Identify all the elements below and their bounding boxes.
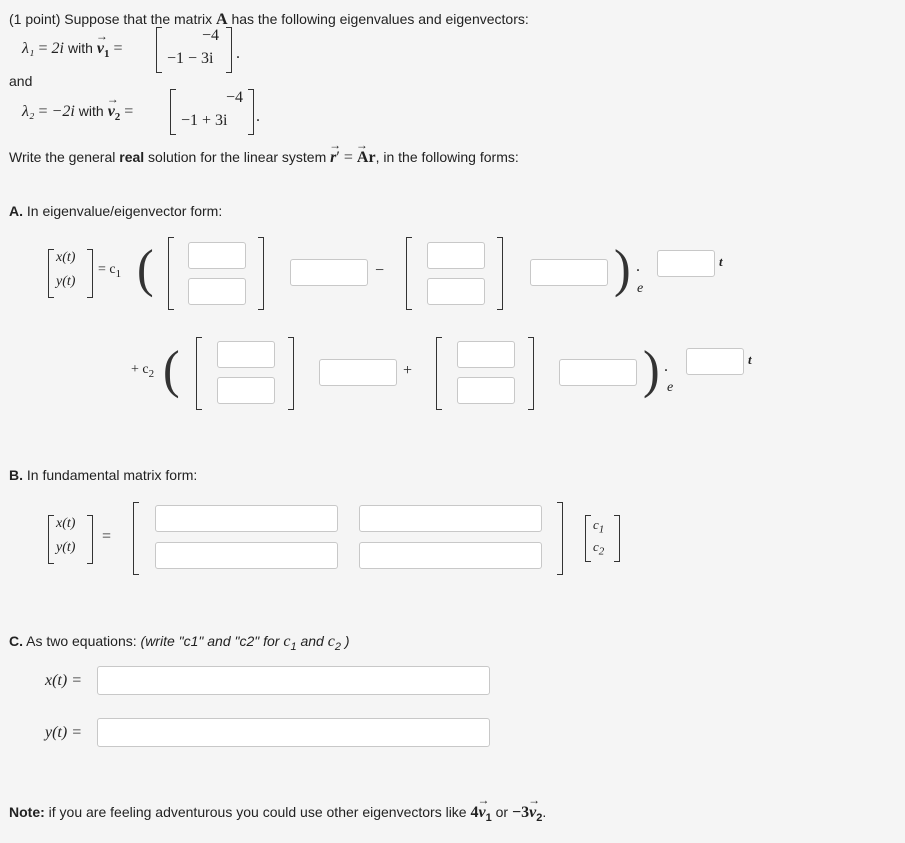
lambda2-value: −2i <box>51 103 75 120</box>
part-c-title: As two equations: <box>23 633 141 649</box>
x-eq-label: x(t) = <box>45 672 82 689</box>
v2-symbol: → v <box>108 103 115 121</box>
v2-top: −4 <box>226 89 244 106</box>
equals-sign: = <box>113 40 123 57</box>
xy-right-bracket <box>87 249 93 298</box>
lambda2-symbol: λ₂ <box>22 103 35 120</box>
a1-vec2-right-bracket <box>497 237 503 310</box>
plus-c2-text: + c <box>131 362 149 377</box>
note-coef-1: 4 <box>470 804 479 821</box>
equals-sign: = <box>102 528 112 545</box>
a2-right-bracket <box>288 337 294 410</box>
close-paren: ) <box>643 339 660 399</box>
or-text: or <box>491 804 512 820</box>
a2-vec2-left-bracket <box>436 337 442 410</box>
a1-vec2-bottom-input[interactable] <box>427 278 485 305</box>
a2-vec2-top-input[interactable] <box>457 341 515 368</box>
dot: . <box>664 358 668 375</box>
v1-symbol: → v <box>97 40 104 58</box>
close-paren: ) <box>614 238 631 298</box>
a2-vec2-right-bracket <box>528 337 534 410</box>
yt-label: y(t) <box>56 540 76 555</box>
c2-subscript: 2 <box>334 640 341 653</box>
v1-right-bracket <box>226 27 232 73</box>
fund-right-bracket <box>557 502 563 575</box>
a2-vec1-bottom-input[interactable] <box>217 377 275 404</box>
part-b-label <box>9 467 197 483</box>
fund-m11-input[interactable] <box>155 505 338 532</box>
real-word: real <box>119 149 145 165</box>
note-text <box>9 804 546 824</box>
a1-func1-input[interactable] <box>290 259 368 286</box>
and-text: and <box>9 73 33 89</box>
v2-bottom: −1 + 3i <box>181 112 228 129</box>
lambda2-line <box>22 103 133 123</box>
instruction-part: solution for the linear system <box>144 149 331 165</box>
instruction-part: , in the following forms: <box>375 149 519 165</box>
v1-left-bracket <box>156 27 162 73</box>
c2-subscript: 2 <box>148 367 155 380</box>
xy-left-bracket <box>48 249 54 298</box>
open-paren: ( <box>163 339 180 399</box>
equals-sign: = <box>124 103 134 120</box>
fund-m12-input[interactable] <box>359 505 542 532</box>
minus-sign: − <box>375 262 385 279</box>
note-period: . <box>542 804 547 820</box>
prime-symbol: ′ <box>336 149 340 166</box>
v1-period: . <box>236 45 240 62</box>
intro-part: has the following eigenvalues and eigenvectors: <box>227 11 529 27</box>
lambda1-symbol: λ₁ <box>22 40 35 57</box>
part-b-letter: B. <box>9 467 23 483</box>
c1-subscript: 1 <box>115 267 122 280</box>
x-equation-input[interactable] <box>97 666 490 695</box>
c1-subscript: 1 <box>290 640 297 653</box>
a1-vec1-bottom-input[interactable] <box>188 278 246 305</box>
part-c-letter: C. <box>9 633 23 649</box>
note-v2-sub: 2 <box>536 811 543 824</box>
yt-label: y(t) <box>56 274 76 289</box>
c-left-bracket <box>585 515 591 562</box>
note-coef-2: −3 <box>511 804 530 821</box>
v2-right-bracket <box>248 89 254 135</box>
r-symbol: → r <box>330 149 336 167</box>
and-text: and <box>296 633 328 649</box>
note-v1-sub: 1 <box>485 811 492 824</box>
a2-vec2-bottom-input[interactable] <box>457 377 515 404</box>
part-b-title: In fundamental matrix form: <box>23 467 198 483</box>
note-body: if you are feeling adventurous you could use other eigenvectors like <box>44 804 471 820</box>
equals-sign: = <box>339 149 357 166</box>
a1-vec2-top-input[interactable] <box>427 242 485 269</box>
c2-subscript: 2 <box>598 545 605 558</box>
open-paren: ( <box>137 238 154 298</box>
a1-vec1-top-input[interactable] <box>188 242 246 269</box>
part-a-letter: A. <box>9 203 23 219</box>
intro-part: (1 point) Suppose that the matrix <box>9 11 216 27</box>
plus-sign: + <box>403 362 413 379</box>
close-paren-text: ) <box>340 633 350 649</box>
b-xy-left-bracket <box>48 515 54 564</box>
y-equation-input[interactable] <box>97 718 490 747</box>
intro-text <box>9 11 529 29</box>
exp-base-e: e <box>637 281 644 296</box>
v1-subscript: 1 <box>104 48 110 61</box>
a1-vec2-left-bracket <box>406 237 412 310</box>
y-eq-label: y(t) = <box>45 724 82 741</box>
a2-exponent-input[interactable] <box>686 348 744 375</box>
equals-c1-text: = c <box>98 262 116 277</box>
lambda1-value: 2i <box>51 40 64 57</box>
v2-period: . <box>256 108 260 125</box>
note-v1: → v <box>478 804 485 822</box>
c1-label <box>593 517 604 536</box>
exp-var-t: t <box>719 254 723 269</box>
c1-subscript: 1 <box>598 523 605 536</box>
a2-func1-input[interactable] <box>319 359 397 386</box>
instruction-part: Write the general <box>9 149 120 165</box>
part-a-label <box>9 203 222 219</box>
c2-letter: c <box>593 539 599 554</box>
c2-label <box>593 539 604 558</box>
a2-func2-input[interactable] <box>559 359 637 386</box>
equals-sign: = <box>38 103 48 120</box>
part-a-title: In eigenvalue/eigenvector form: <box>23 203 223 219</box>
with-text: with <box>78 103 104 119</box>
exp-var-t: t <box>748 352 752 367</box>
c-right-bracket <box>614 515 620 562</box>
a1-left-bracket <box>168 237 174 310</box>
equals-c1 <box>98 262 121 280</box>
part-c-hint <box>140 633 350 653</box>
instruction-text <box>9 149 519 167</box>
v2-subscript: 2 <box>114 111 121 124</box>
part-c-label <box>9 633 350 653</box>
exp-base-e: e <box>667 380 674 395</box>
ar-symbol: → Ar <box>357 149 376 167</box>
c1-letter: c <box>283 633 291 650</box>
v2-left-bracket <box>170 89 176 135</box>
v1-top: −4 <box>202 27 220 44</box>
a2-vec1-top-input[interactable] <box>217 341 275 368</box>
a1-exponent-input[interactable] <box>657 250 715 277</box>
note-v2: → v <box>529 804 536 822</box>
fund-m22-input[interactable] <box>359 542 542 569</box>
xt-label: x(t) <box>56 250 76 265</box>
equals-sign: = <box>38 40 48 57</box>
with-text: with <box>67 40 93 56</box>
a2-left-bracket <box>196 337 202 410</box>
b-xy-right-bracket <box>87 515 93 564</box>
note-label: Note: <box>9 804 45 820</box>
fund-m21-input[interactable] <box>155 542 338 569</box>
dot: . <box>636 258 640 275</box>
c2-letter: c <box>327 633 335 650</box>
c1-letter: c <box>593 517 599 532</box>
hint-text: (write "c1" and "c2" for <box>140 633 284 649</box>
a1-func2-input[interactable] <box>530 259 608 286</box>
v1-bottom: −1 − 3i <box>167 50 214 67</box>
lambda1-line <box>22 40 123 60</box>
a1-right-bracket <box>258 237 264 310</box>
xt-label: x(t) <box>56 516 76 531</box>
matrix-name: A <box>216 11 228 28</box>
fund-left-bracket <box>133 502 139 575</box>
plus-c2 <box>131 362 154 380</box>
